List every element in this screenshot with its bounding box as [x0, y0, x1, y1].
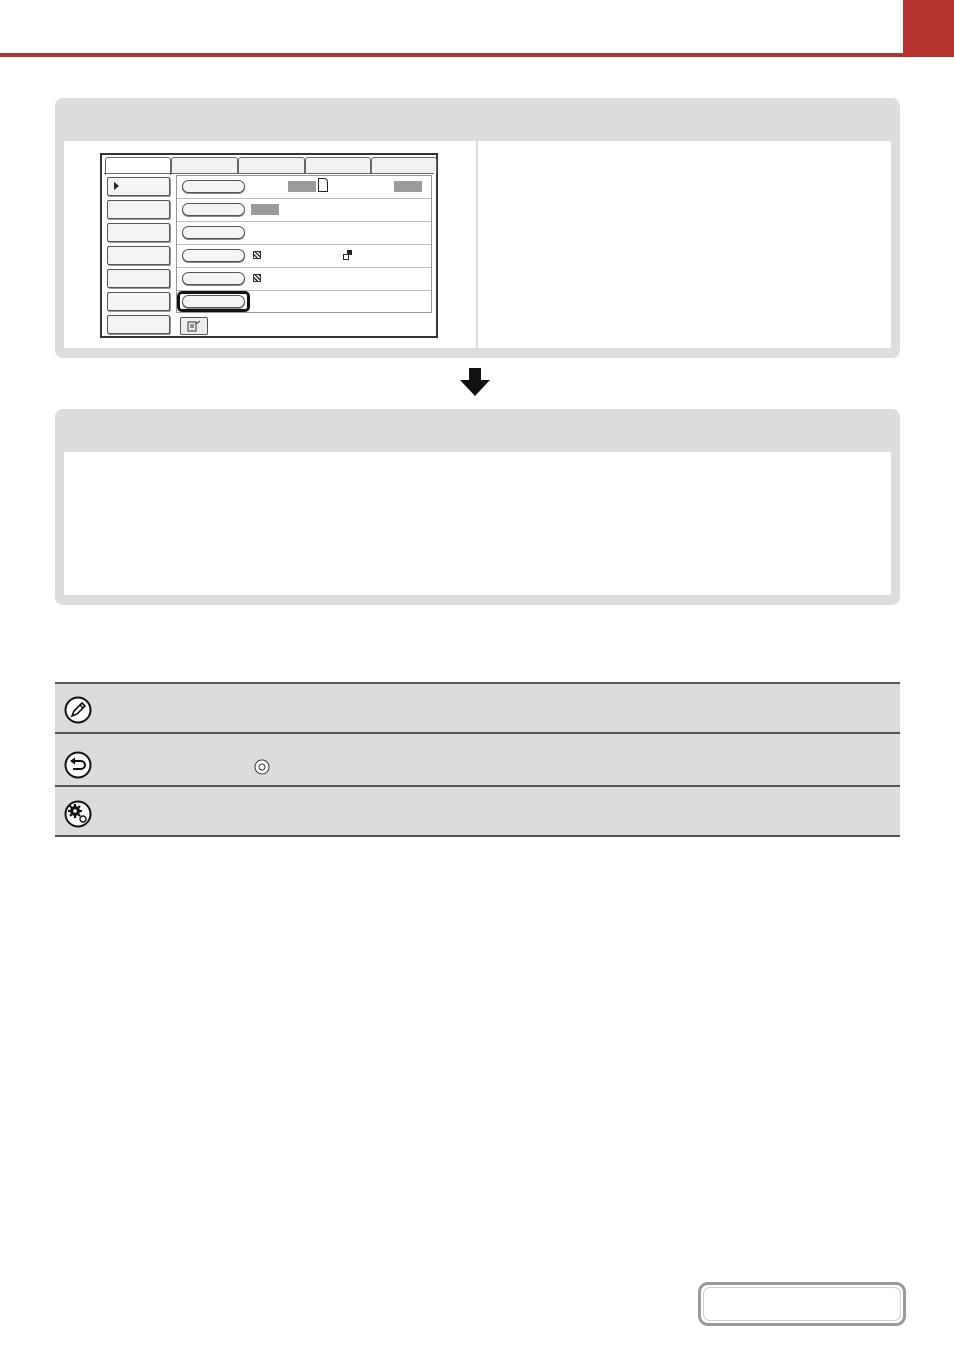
side-button[interactable]	[107, 223, 170, 242]
side-button[interactable]	[107, 292, 170, 311]
color-mode-icon	[253, 274, 261, 282]
side-button[interactable]	[107, 246, 170, 265]
side-button[interactable]	[107, 269, 170, 288]
chapter-tab	[903, 0, 954, 55]
step-2-panel	[55, 409, 900, 605]
reset-key-icon	[254, 759, 270, 775]
job-settings-button[interactable]	[180, 317, 208, 335]
row-divider	[177, 221, 431, 222]
return-arrow-icon	[64, 751, 92, 779]
down-arrow-icon	[460, 368, 490, 396]
lcd-tab[interactable]	[171, 157, 238, 173]
value-box	[251, 204, 279, 215]
setting-pill[interactable]	[182, 249, 245, 262]
small-doc-fill-icon	[347, 250, 352, 255]
column-divider	[476, 141, 478, 348]
step-2-body	[64, 452, 891, 595]
pencil-note-icon	[64, 696, 92, 724]
row-divider	[177, 267, 431, 268]
setting-pill[interactable]	[182, 272, 245, 285]
side-button-active[interactable]	[107, 177, 170, 196]
value-box	[394, 181, 422, 192]
gear-settings-icon	[64, 800, 92, 828]
setting-pill[interactable]	[182, 180, 245, 193]
lcd-tab[interactable]	[238, 157, 305, 173]
contents-button[interactable]	[698, 1282, 906, 1326]
setting-pill[interactable]	[182, 203, 245, 216]
touch-panel-screen	[100, 153, 438, 338]
contents-button-label	[703, 1287, 901, 1321]
row-divider	[177, 198, 431, 199]
color-mode-icon	[253, 251, 261, 259]
side-button[interactable]	[107, 200, 170, 219]
value-box	[288, 181, 316, 192]
document-icon	[318, 178, 328, 192]
note-row	[55, 732, 900, 786]
note-row	[55, 785, 900, 837]
lcd-tab[interactable]	[371, 157, 437, 173]
pointer-arrow-icon	[114, 182, 119, 190]
settings-list	[176, 175, 432, 313]
highlight-frame	[177, 291, 250, 312]
row-divider	[177, 244, 431, 245]
tab-baseline	[104, 173, 434, 174]
step-1-panel	[55, 98, 900, 358]
note-row	[55, 682, 900, 733]
lcd-tab[interactable]	[305, 157, 371, 173]
setting-pill[interactable]	[182, 226, 245, 239]
edit-doc-icon	[186, 320, 202, 332]
side-button[interactable]	[107, 315, 170, 334]
header-rule	[0, 53, 954, 57]
